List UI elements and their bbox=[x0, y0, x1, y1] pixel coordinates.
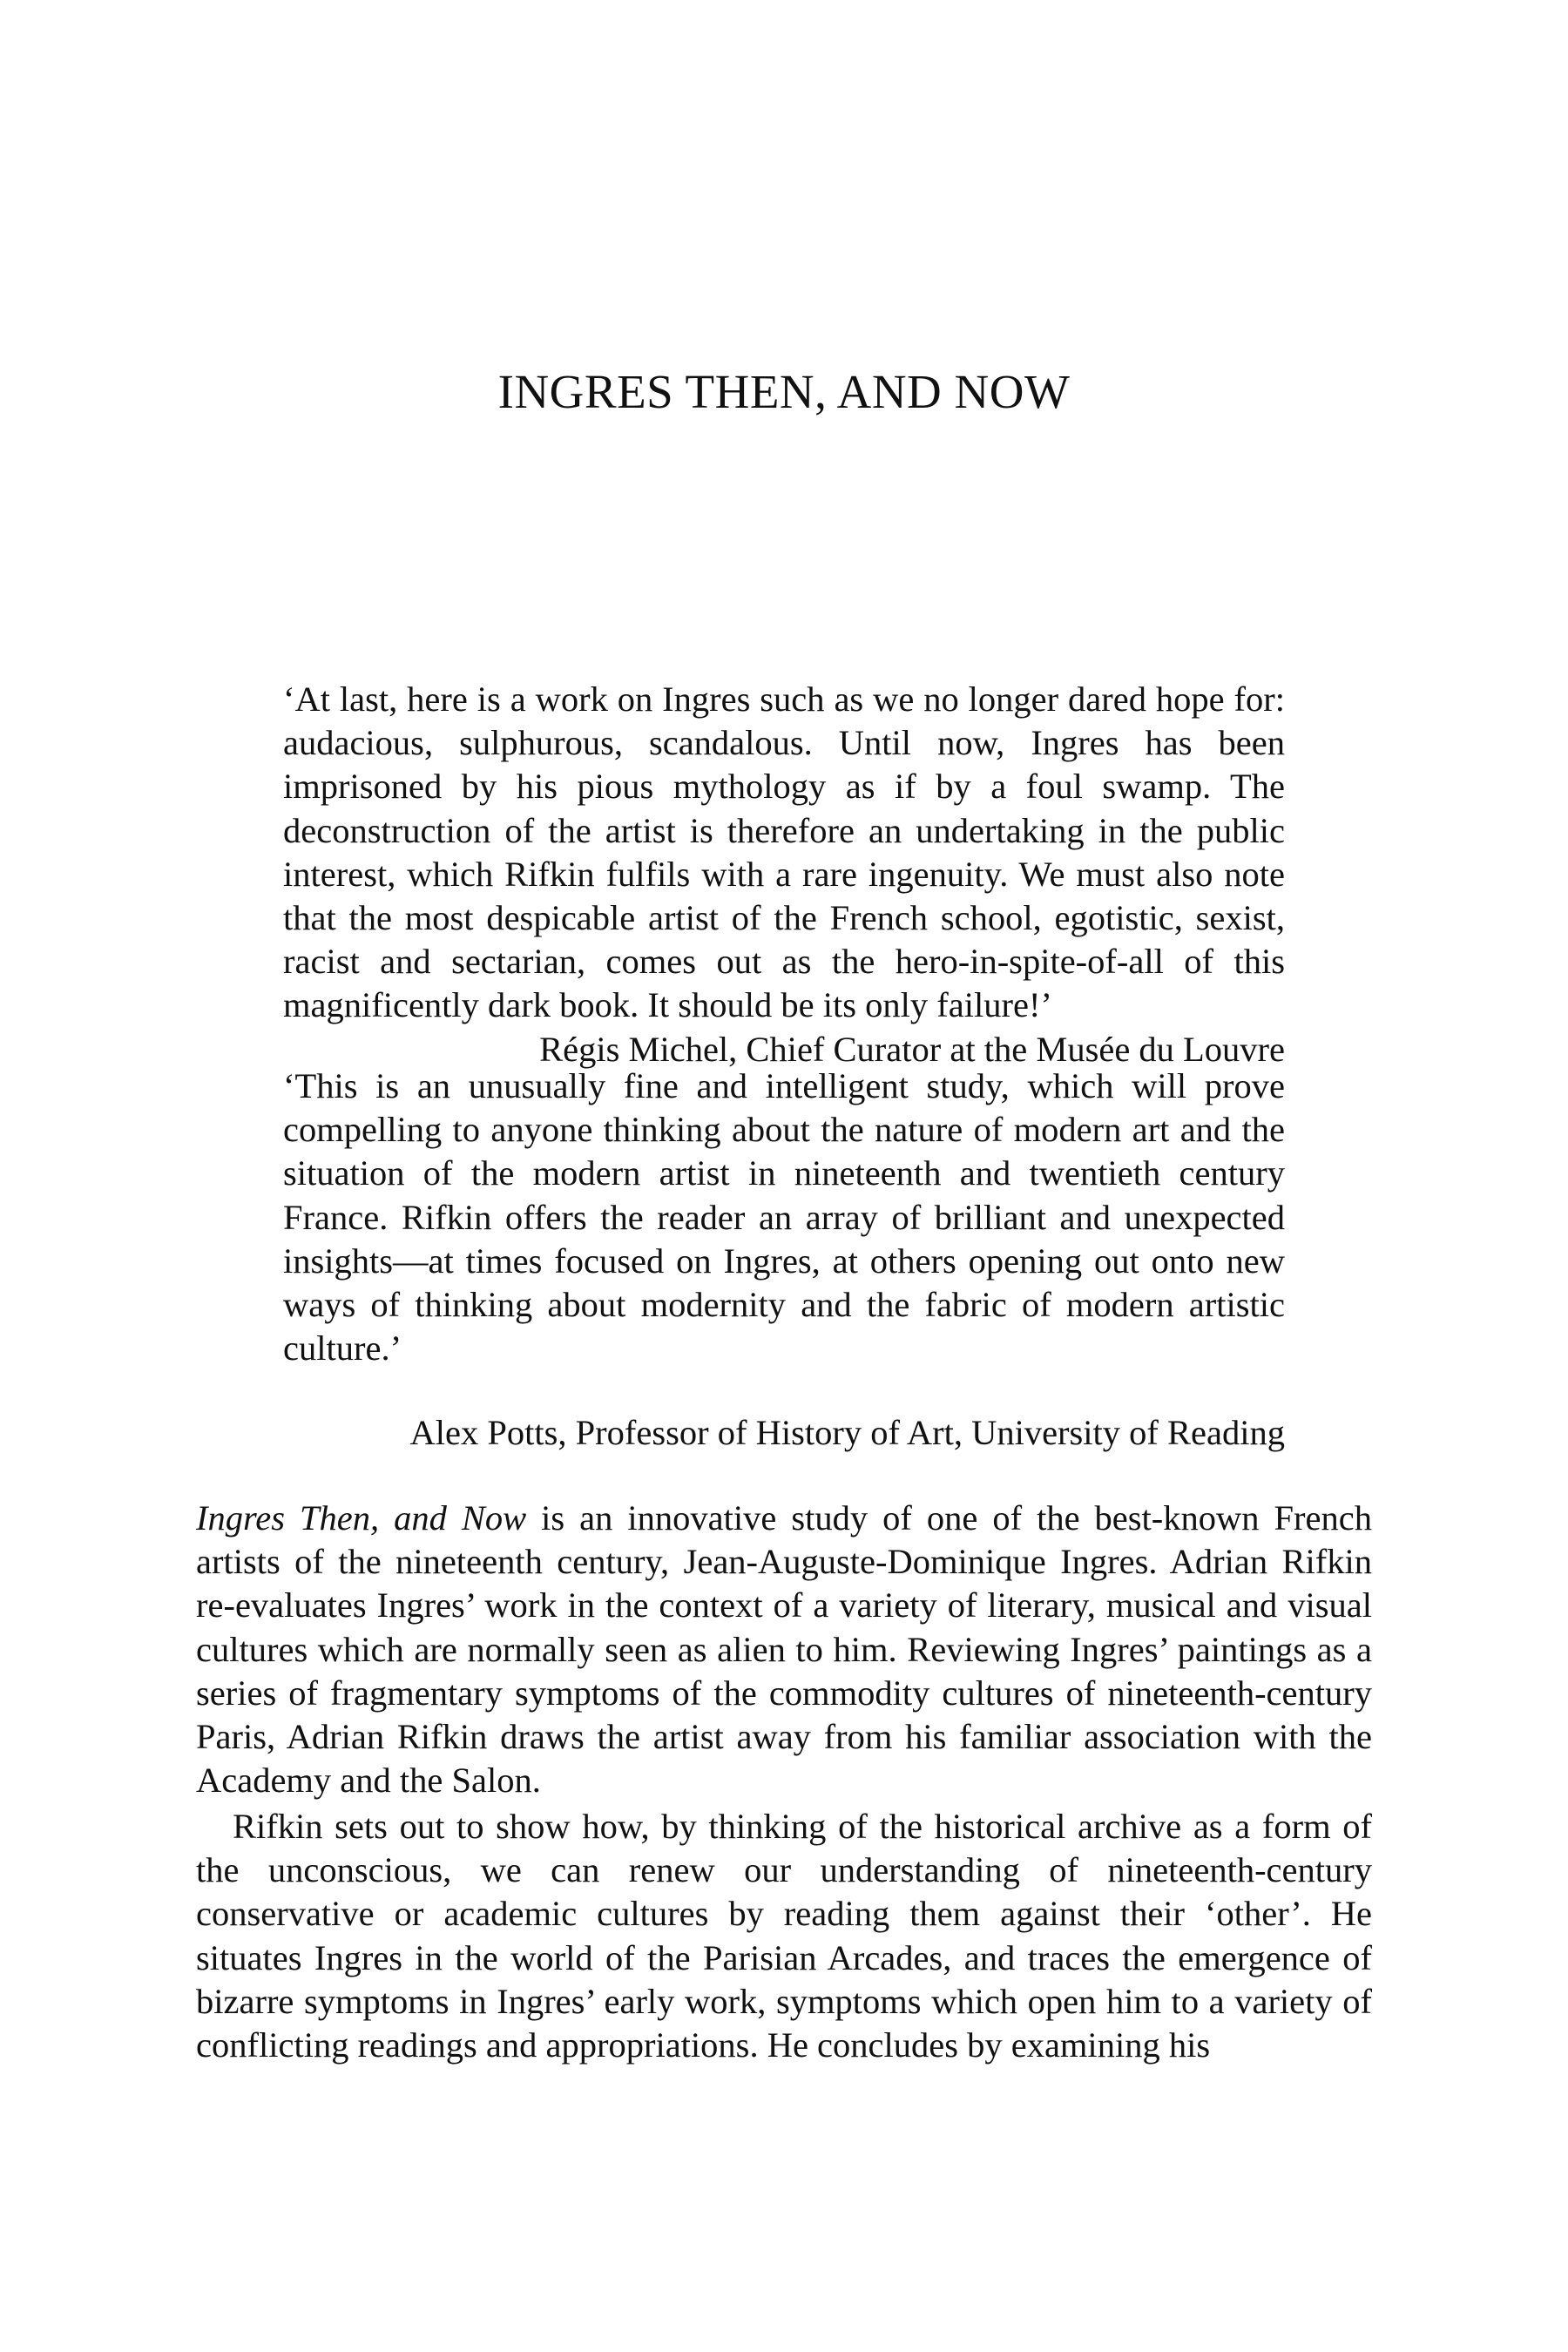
book-title-italic: Ingres Then, and Now bbox=[196, 1498, 527, 1538]
page-title: INGRES THEN, AND NOW bbox=[497, 365, 1071, 418]
description-paragraph-1 bbox=[196, 1497, 1372, 1802]
endorsement-attribution-2: Alex Potts, Professor of History of Art, University of Reading bbox=[409, 1413, 1285, 1452]
description-paragraph-1-text: is an innovative study of one of the best-known French artists of the nineteenth century, Jean-Auguste-Dominique Ingres. Adrian Rifkin re-evaluates Ingres’ work in the context of a variety of literary, musical and visual cultures which are normally seen as alien to him. Reviewing Ingres’ paintings as a series of fragmentary symptoms of the commodity cultures of nineteenth-century Paris, Adrian Rifkin draws the artist away from his familiar association with the Academy and the Salon. bbox=[196, 1498, 1372, 1801]
endorsement-attribution-1: Régis Michel, Chief Curator at the Musée du Louvre bbox=[539, 1030, 1285, 1069]
description-paragraph-2: Rifkin sets out to show how, by thinking of the historical archive as a form of the unconscious, we can renew our understanding of nineteenth-century conservative or academic cultures by reading them against their ‘other’. He situates Ingres in the world of the Parisian Arcades, and traces the emergence of bizarre symptoms in Ingres’ early work, symptoms which open him to a variety of conflicting readings and appropriations. He concludes by examining his bbox=[196, 1807, 1372, 2065]
endorsement-quote-2: ‘This is an unusually fine and intelligent study, which will prove compelling to anyone thinking about the nature of modern art and the situation of the modern artist in nineteenth and twentieth century France. Rifkin offers the reader an array of brilliant and unexpected insights—at times focused on Ingres, at others opening out onto new ways of thinking about modernity and the fabric of modern artistic culture.’ bbox=[283, 1066, 1285, 1369]
endorsement-quote-1: ‘At last, here is a work on Ingres such as we no longer dared hope for: audacious, sulphurous, scandalous. Until now, Ingres has been imprisoned by his pious mythology as if by a foul swamp. The deconstruction of the artist is therefore an undertaking in the public interest, which Rifkin fulfils with a rare ingenuity. We must also note that the most despicable artist of the French school, egotistic, sexist, racist and sectarian, comes out as the hero-in-spite-of-all of this magnificently dark book. It should be its only failure!’ bbox=[283, 679, 1285, 1025]
